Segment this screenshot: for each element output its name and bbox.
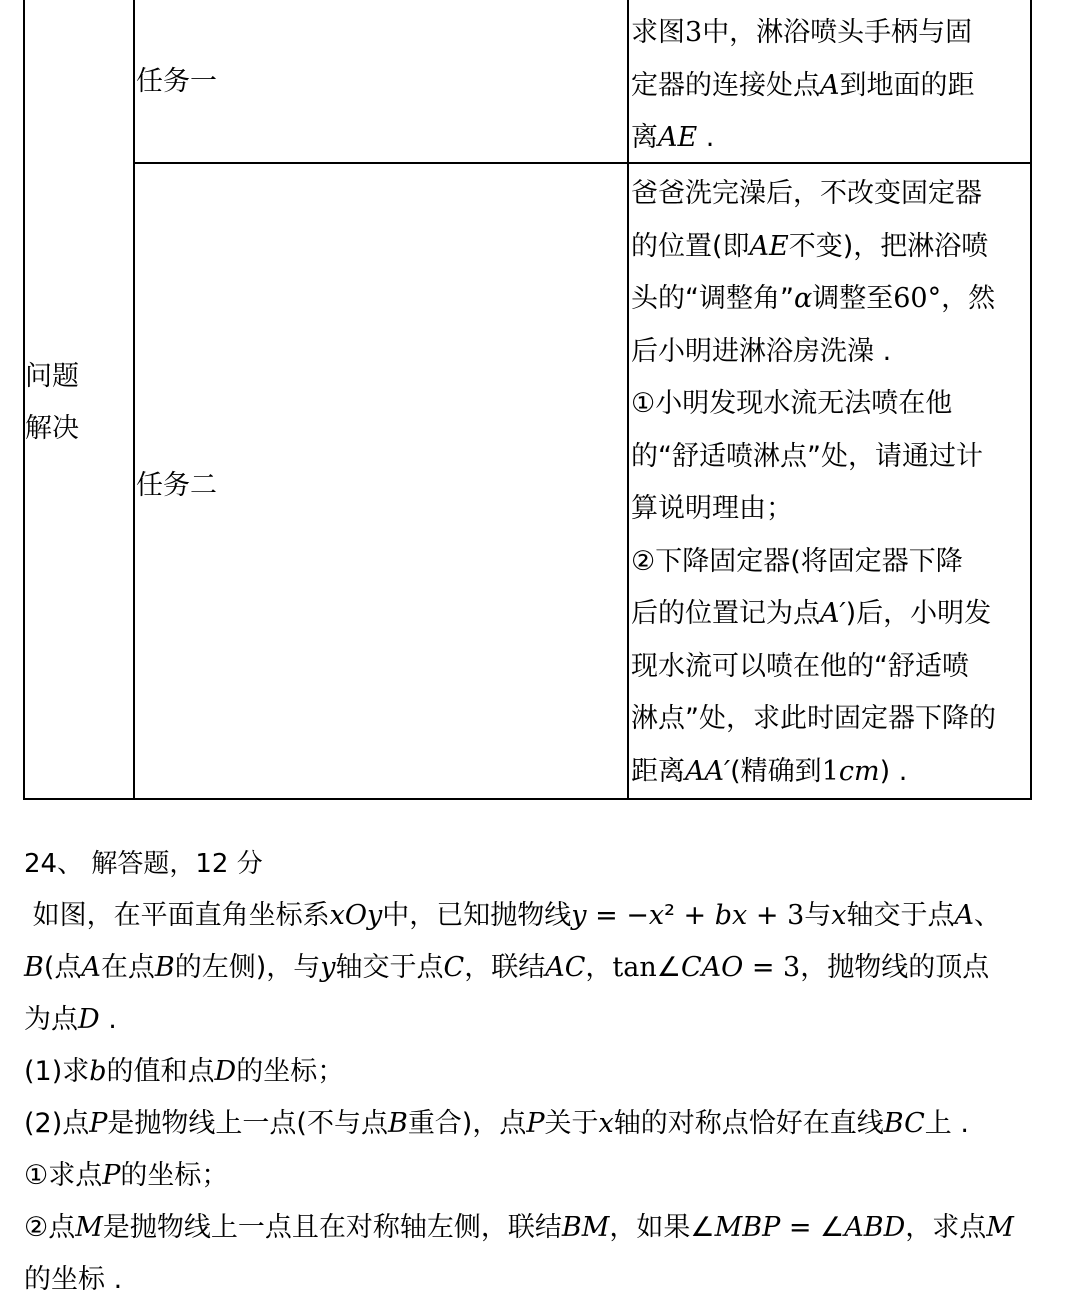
question-line: 如图，在平面直角坐标系xOy中，已知抛物线y = −x² + bx + 3与x轴交于点A、: [24, 900, 1001, 931]
table-border-right: [1030, 0, 1032, 800]
question-line: (2)点P是抛物线上一点(不与点B重合)，点P关于x轴的对称点恰好在直线BC上 .: [24, 1108, 969, 1139]
table-divider-col2: [627, 0, 629, 800]
question-line: (1)求b的值和点D的坐标；: [24, 1056, 345, 1087]
task2-line: 后小明进淋浴房洗澡 .: [631, 335, 892, 367]
section-label-line1: 问题: [25, 361, 79, 392]
task2-line: 算说明理由；: [631, 493, 793, 524]
question-line: ①求点P的坐标；: [24, 1160, 229, 1191]
task2-line: 后的位置记为点A′)后，小明发: [631, 598, 992, 629]
task1-label: 任务一: [136, 66, 217, 97]
table-divider-col1: [133, 0, 135, 800]
task2-description: [631, 168, 996, 798]
task2-line: 淋点”处，求此时固定器下降的: [631, 703, 996, 734]
task2-label: 任务二: [136, 470, 217, 501]
task2-line: 的“舒适喷淋点”处，请通过计: [631, 440, 983, 472]
task2-line: 距离AA′(精确到1cm) .: [631, 755, 908, 787]
table-border-bottom: [23, 798, 1032, 800]
question-line: ②点M是抛物线上一点且在对称轴左侧，联结BM，如果∠MBP = ∠ABD，求点M: [24, 1212, 1014, 1243]
task2-line: ①小明发现水流无法喷在他: [631, 388, 953, 419]
task-table: [23, 0, 1032, 800]
question-line: 的坐标 .: [24, 1264, 123, 1295]
task2-line: 头的“调整角”α调整至60°，然: [631, 283, 996, 314]
section-label-line2: 解决: [25, 413, 79, 444]
task1-description: [631, 7, 975, 165]
task2-line: 现水流可以喷在他的“舒适喷: [631, 650, 969, 682]
task1-line: 定器的连接处点A到地面的距: [631, 69, 975, 101]
task2-line: 的位置(即AE不变)，把淋浴喷: [631, 230, 989, 262]
question-line: B(点A在点B的左侧)，与y轴交于点C，联结AC，tan∠CAO = 3，抛物线的顶点: [24, 952, 990, 983]
task2-line: 爸爸洗完澡后，不改变固定器: [631, 178, 982, 209]
task2-line: ②下降固定器(将固定器下降: [631, 545, 963, 577]
section-label: [25, 351, 79, 455]
question-header: 24、 解答题，12 分: [24, 849, 263, 879]
task1-line: 求图3中，淋浴喷头手柄与固: [631, 17, 973, 48]
task1-line: 离AE .: [631, 122, 715, 153]
question-line: 为点D .: [24, 1004, 117, 1035]
